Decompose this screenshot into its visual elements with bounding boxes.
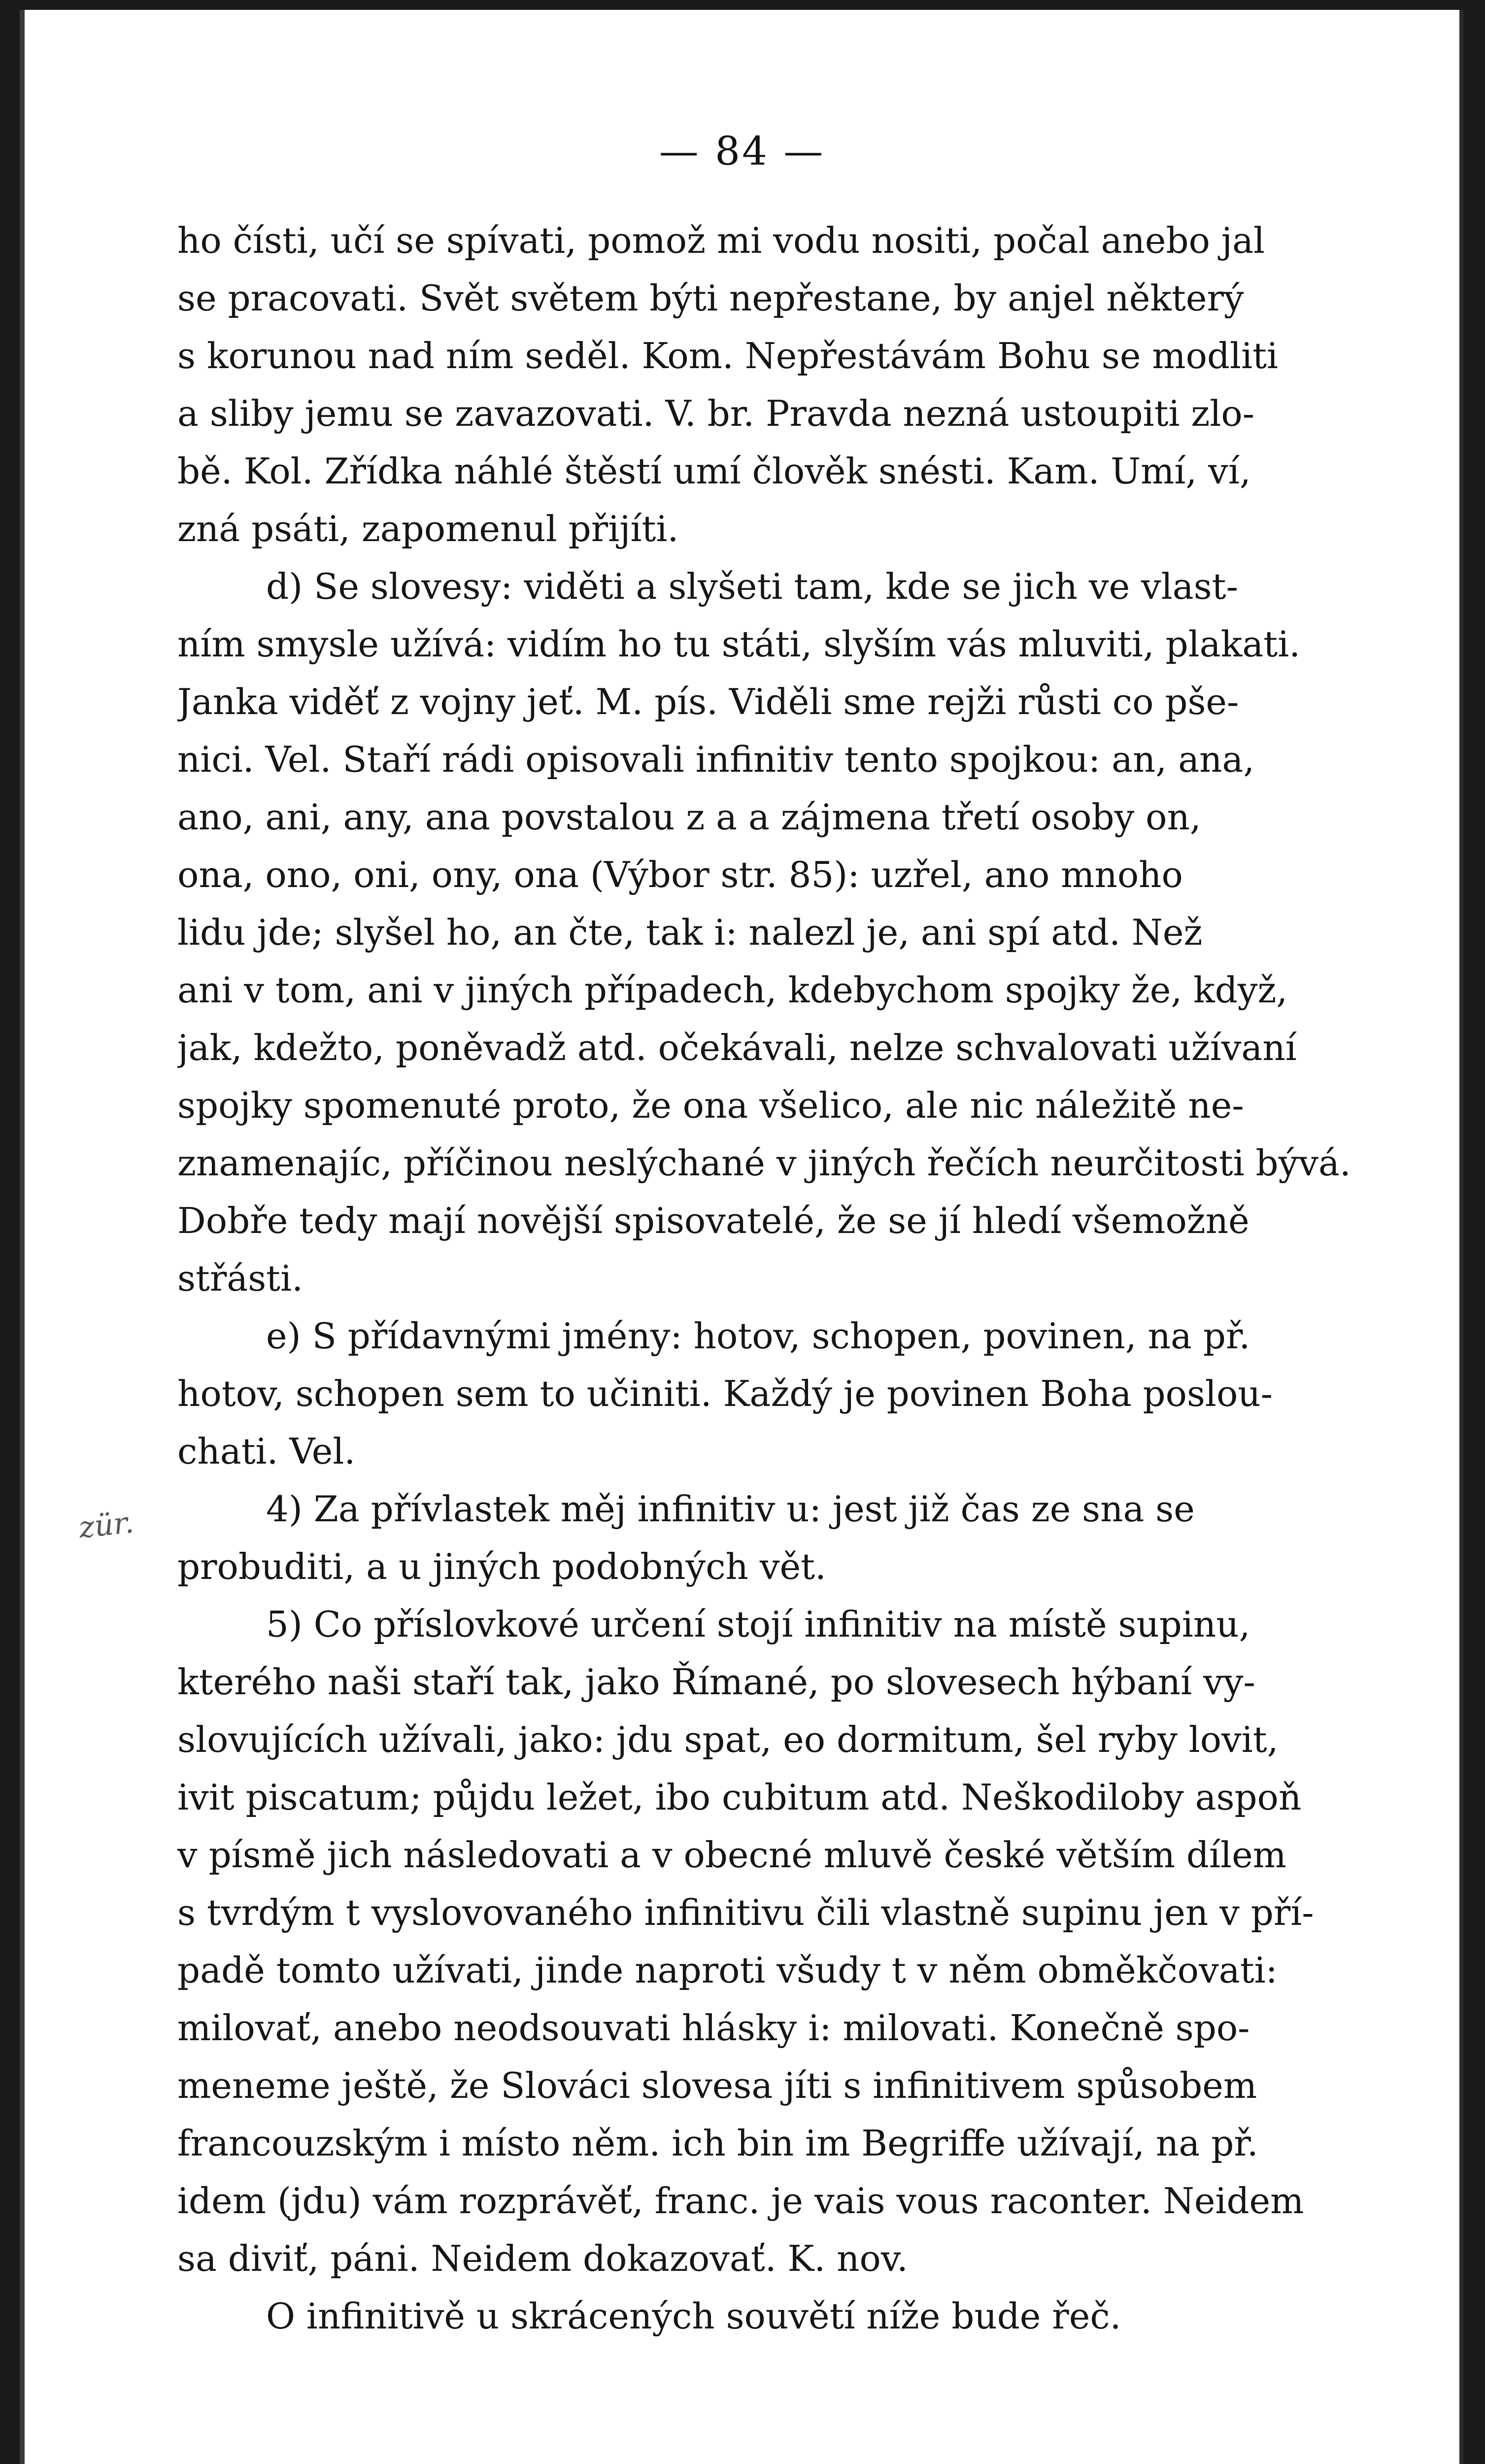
text-line: ho čísti, učí se spívati, pomož mi vodu nositi, počal anebo jal bbox=[177, 220, 1265, 261]
text-line: slovujících užívali, jako: jdu spat, eo dormitum, šel ryby lovit, bbox=[177, 1719, 1279, 1760]
text-line: sa diviť, páni. Neidem dokazovať. K. nov. bbox=[177, 2238, 908, 2279]
text-line: 4) Za přívlastek měj infinitiv u: jest již čas ze sna se bbox=[266, 1488, 1195, 1530]
text-line: probuditi, a u jiných podobných vět. bbox=[177, 1546, 826, 1587]
text-line: ním smysle užívá: vidím ho tu státi, slyším vás mluviti, plakati. bbox=[177, 623, 1301, 665]
text-line: ani v tom, ani v jiných případech, kdebychom spojky že, když, bbox=[177, 969, 1288, 1011]
text-line: ona, ono, oni, ony, ona (Výbor str. 85): uzřel, ano mnoho bbox=[177, 854, 1183, 895]
book-page bbox=[20, 10, 1463, 2464]
page-number: — 84 — bbox=[659, 128, 825, 174]
text-line: d) Se slovesy: viděti a slyšeti tam, kde se jich ve vlast- bbox=[266, 566, 1238, 607]
text-line: ivit piscatum; půjdu ležet, ibo cubitum atd. Neškodiloby aspoň bbox=[177, 1777, 1302, 1818]
text-line: se pracovati. Svět světem býti nepřestane, by anjel některý bbox=[177, 277, 1244, 319]
text-line: milovať, anebo neodsouvati hlásky i: milovati. Konečně spo- bbox=[177, 2007, 1250, 2049]
text-line: idem (jdu) vám rozprávěť, franc. je vais vous raconter. Neidem bbox=[177, 2180, 1304, 2222]
text-line: spojky spomenuté proto, že ona všelico, ale nic náležitě ne- bbox=[177, 1085, 1244, 1126]
text-line: Dobře tedy mají novější spisovatelé, že se jí hledí všemožně bbox=[177, 1200, 1249, 1241]
text-line: O infinitivě u skrácených souvětí níže bude řeč. bbox=[266, 2295, 1121, 2337]
text-line: 5) Co příslovkové určení stojí infinitiv na místě supinu, bbox=[266, 1604, 1250, 1645]
text-line: francouzským i místo něm. ich bin im Begriffe užívají, na př. bbox=[177, 2122, 1258, 2164]
text-line: Janka viděť z vojny jeť. M. pís. Viděli sme rejži růsti co pše- bbox=[177, 681, 1239, 722]
text-line: nici. Vel. Staří rádi opisovali infinitiv tento spojkou: an, ana, bbox=[177, 739, 1255, 780]
body-text bbox=[177, 212, 1375, 2345]
text-line: střásti. bbox=[177, 1258, 304, 1299]
text-line: v písmě jich následovati a v obecné mluvě české větším dílem bbox=[177, 1834, 1286, 1876]
text-line: lidu jde; slyšel ho, an čte, tak i: nalezl je, ani spí atd. Než bbox=[177, 912, 1203, 953]
text-line: chati. Vel. bbox=[177, 1431, 356, 1472]
text-line: s tvrdým t vyslovovaného infinitivu čili vlastně supinu jen v pří- bbox=[177, 1892, 1314, 1933]
text-line: meneme ještě, že Slováci slovesa jíti s infinitivem spůsobem bbox=[177, 2065, 1257, 2106]
text-line: bě. Kol. Zřídka náhlé štěstí umí člověk snésti. Kam. Umí, ví, bbox=[177, 450, 1251, 492]
text-line: e) S přídavnými jmény: hotov, schopen, povinen, na př. bbox=[266, 1315, 1250, 1357]
text-line: s korunou nad ním seděl. Kom. Nepřestávám Bohu se modliti bbox=[177, 335, 1279, 376]
text-line: ano, ani, any, ana povstalou z a a zájmena třetí osoby on, bbox=[177, 796, 1201, 838]
text-line: jak, kdežto, poněvadž atd. očekávali, nelze schvalovati užívaní bbox=[177, 1027, 1297, 1068]
text-line: padě tomto užívati, jinde naproti všudy t v něm obměkčovati: bbox=[177, 1950, 1278, 1991]
text-line: kterého naši staří tak, jako Římané, po slovesech hýbaní vy- bbox=[177, 1661, 1255, 1703]
text-line: hotov, schopen sem to učiniti. Každý je povinen Boha poslou- bbox=[177, 1373, 1273, 1414]
text-line: zná psáti, zapomenul přijíti. bbox=[177, 508, 679, 549]
text-line: znamenajíc, příčinou neslýchané v jiných řečích neurčitosti bývá. bbox=[177, 1142, 1351, 1184]
text-line: a sliby jemu se zavazovati. V. br. Pravda nezná ustoupiti zlo- bbox=[177, 393, 1255, 434]
margin-note: zür. bbox=[77, 1505, 135, 1545]
